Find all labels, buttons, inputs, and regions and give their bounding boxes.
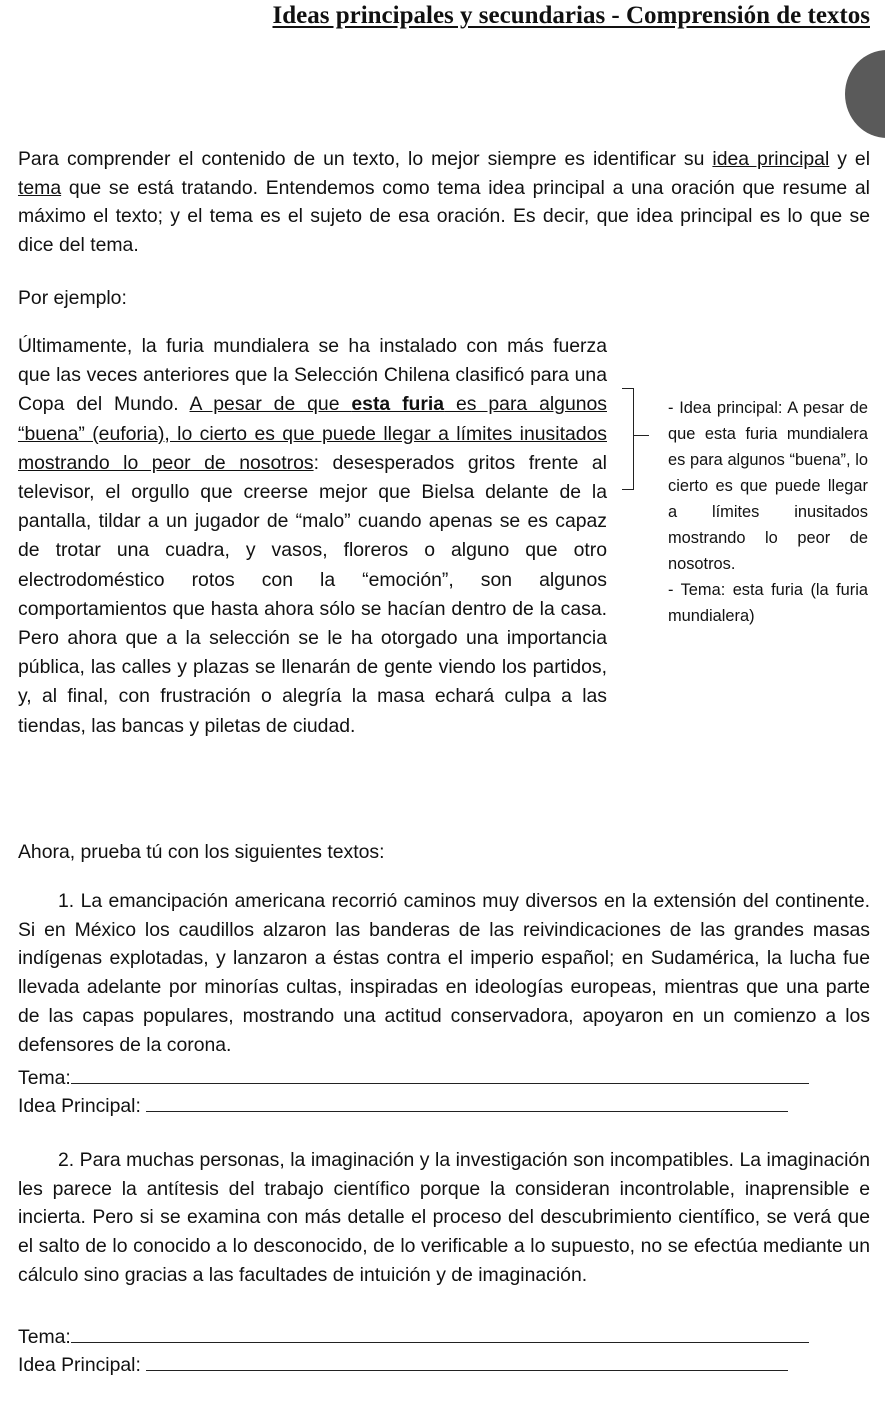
highlight-esta-furia: esta furia xyxy=(351,393,445,416)
exercise-1-idea-row: Idea Principal: xyxy=(18,1091,788,1120)
side-note-tema: - Tema: esta furia (la furia mundialera) xyxy=(668,581,868,625)
exercise-2-idea-row: Idea Principal: xyxy=(18,1350,788,1379)
page-title: Ideas principales y secundarias - Comprensión de textos xyxy=(272,2,870,29)
exercise-2-tema-blank[interactable] xyxy=(71,1322,809,1343)
term-idea-principal: idea principal xyxy=(712,148,830,170)
exercise-1-text: 1. La emancipación americana recorrió caminos muy diversos en la extensión del continente. Si en México los caudillos alzaron las banderas de las reivindicaciones de las grandes masas indígenas explotadas, y lanzaron a éstas contra el imperio español; en Sudamérica, la lucha fue llevada adelante por minorías cultas, inspiradas en ideologías europeas, mientras que una parte de las capas populares, mostrando una actitud conservadora, apoyaron en un comienzo a los defensores de la corona. xyxy=(18,890,870,1056)
exercise-2-idea-blank[interactable] xyxy=(146,1350,788,1371)
example-label: Por ejemplo: xyxy=(18,287,127,309)
decorative-circle xyxy=(845,50,885,138)
annotation-pointer xyxy=(633,435,649,436)
side-note-idea: - Idea principal: A pesar de que esta furia mundialera es para algunos “buena”, lo cierto es que puede llegar a límites inusitados mostrando lo peor de nosotros. xyxy=(668,399,868,573)
exercise-1-idea-blank[interactable] xyxy=(146,1091,788,1112)
exercise-1-tema-row: Tema: xyxy=(18,1063,809,1092)
intro-paragraph: Para comprender el contenido de un texto, lo mejor siempre es identificar su idea principal y el tema que se está tratando. Entendemos como tema idea principal a una oración que resume al máximo el texto; y el tema es el sujeto de esa oración. Es decir, que idea principal es lo que se dice del tema. xyxy=(18,148,871,257)
exercise-1-tema-blank[interactable] xyxy=(71,1063,809,1084)
exercise-prompt: Ahora, prueba tú con los siguientes textos: xyxy=(18,841,385,863)
exercise-2-text: 2. Para muchas personas, la imaginación y la investigación son incompatibles. La imaginación les parece la antítesis del trabajo científico porque la consideran incontrolable, inaprensible e incierta. Pero si se examina con más detalle el proceso del descubrimiento científico, se verá que el salto de lo conocido a lo desconocido, de lo verificable a lo supuesto, no se efectúa mediante un cálculo sino gracias a las facultades de intuición y de imaginación. xyxy=(18,1149,870,1286)
annotation-bracket xyxy=(619,388,634,490)
side-note xyxy=(668,395,868,629)
example-paragraph: Últimamente, la furia mundialera se ha instalado con más fuerza que las veces anteriores que la Selección Chilena clasificó para una Copa del Mundo. A pesar de que esta furia es para algunos “buena” (euforia), lo cierto es que puede llegar a límites inusitados mostrando lo peor de nosotros: desesperados gritos frente al televisor, el orgullo que creerse mejor que Bielsa delante de la pantalla, tildar a un jugador de “malo” cuando apenas se es capaz de trotar una cuadra, y vasos, floreros o alguno que otro electrodoméstico rotos con la “emoción”, son algunos comportamientos que hasta ahora sólo se hacían dentro de la casa. Pero ahora que a la selección se le ha otorgado una importancia pública, las calles y plazas se llenarán de gente viendo los partidos, y, al final, con frustración o alegría la masa echará culpa a las tiendas, las bancas y piletas de ciudad. xyxy=(18,335,607,737)
exercise-2-tema-row: Tema: xyxy=(18,1322,809,1351)
term-tema: tema xyxy=(18,176,62,199)
